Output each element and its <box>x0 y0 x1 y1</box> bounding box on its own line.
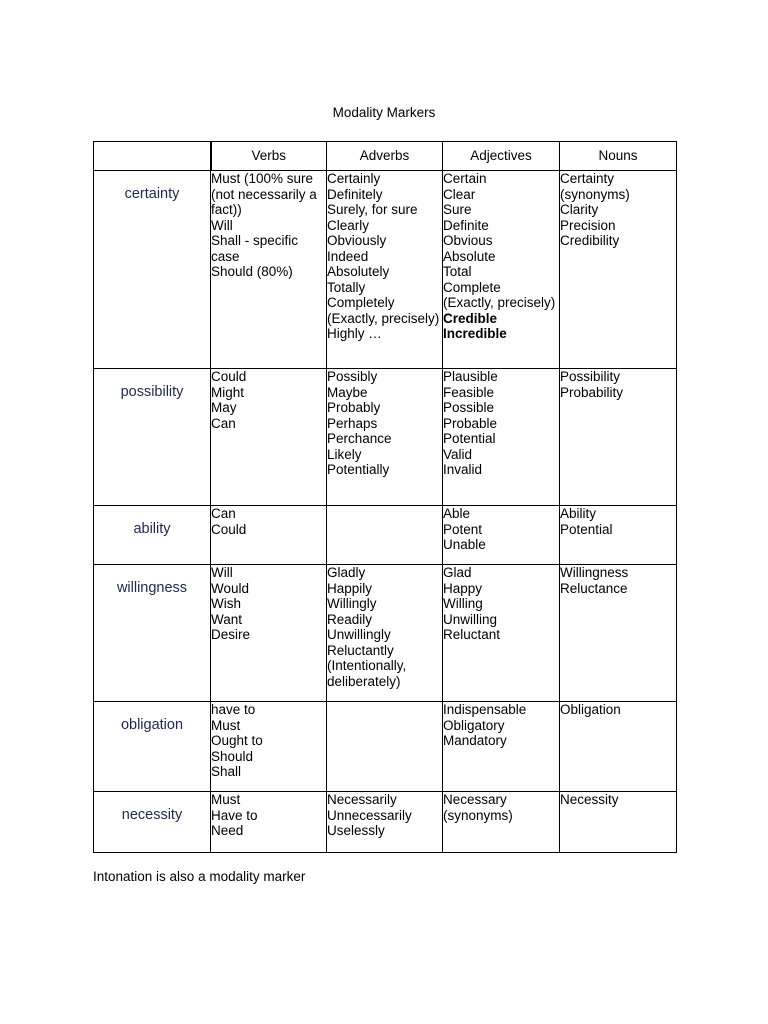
row-label-cell <box>94 792 211 853</box>
verb-entry: Will <box>211 217 233 233</box>
row-label-cell <box>94 506 211 565</box>
adjectives-cell <box>443 565 560 702</box>
adverb-entry: Perchance <box>327 431 392 446</box>
adverb-entry: Happily <box>327 580 373 596</box>
adverb-entry: Unwillingly <box>327 627 391 642</box>
row-label: possibility <box>120 384 184 400</box>
verb-entry: Can <box>211 506 236 521</box>
verb-entry: Ought to <box>211 733 263 748</box>
noun-entry: Ability <box>560 506 597 521</box>
table-row-ability <box>94 506 677 565</box>
adverbs-cell <box>327 565 443 702</box>
adjective-entry: Potent <box>443 521 483 537</box>
noun-entry: Obligation <box>560 702 621 717</box>
adverb-entry: (Exactly, precisely) <box>327 310 440 326</box>
adverb-entry: Clearly <box>327 217 370 233</box>
page-title: Modality Markers <box>332 105 436 120</box>
adverb-entry: Necessarily <box>327 792 397 807</box>
row-label-cell <box>94 369 211 506</box>
adjective-entry: Absolute <box>443 248 496 264</box>
adjective-entry: Obligatory <box>443 717 505 733</box>
adverb-entry: Willingly <box>327 596 377 611</box>
noun-entry: Probability <box>560 384 624 400</box>
adverb-entry: Readily <box>327 611 373 627</box>
adjective-entry: (Exactly, precisely) <box>443 295 556 310</box>
row-label: obligation <box>120 717 184 733</box>
verb-entry: Shall <box>211 764 242 779</box>
table-row-necessity <box>94 792 677 853</box>
adverb-entry: Indeed <box>327 248 369 264</box>
adverbs-cell <box>327 369 443 506</box>
adjective-entry: Unable <box>443 537 486 552</box>
adjective-entry: Sure <box>443 202 472 217</box>
adjective-entry: Plausible <box>443 369 498 384</box>
verb-entry: Will <box>211 565 233 580</box>
verb-entry: Wish <box>211 596 241 611</box>
adjective-entry: Total <box>443 264 472 279</box>
adjective-entry: Complete <box>443 279 501 295</box>
adjective-entry: Able <box>443 506 471 521</box>
adjectives-cell <box>443 702 560 792</box>
nouns-cell <box>560 171 677 369</box>
adjective-entry: Reluctant <box>443 627 501 642</box>
adverb-entry: (Intentionally, deliberately) <box>327 658 407 689</box>
table-body <box>94 171 677 853</box>
adjective-entry: Potential <box>443 431 496 446</box>
adverbs-cell <box>327 702 443 792</box>
adverb-entry: Uselessly <box>327 823 385 838</box>
modality-table <box>93 141 677 853</box>
verb-entry: Should (80%) <box>211 264 293 279</box>
adverb-entry: Perhaps <box>327 415 378 431</box>
row-label-cell <box>94 702 211 792</box>
adverb-entry: Obviously <box>327 233 387 248</box>
noun-entry: Willingness <box>560 565 629 580</box>
verb-entry: Want <box>211 611 243 627</box>
row-label: ability <box>133 521 171 537</box>
adjective-entry: Willing <box>443 596 483 611</box>
verb-entry: Have to <box>211 807 258 823</box>
adverb-entry: Totally <box>327 279 366 295</box>
adjective-entry: Indispensable <box>443 702 527 717</box>
verb-entry: have to <box>211 702 256 717</box>
verb-entry: Must <box>211 792 241 807</box>
adverb-entry: Unnecessarily <box>327 807 412 823</box>
verb-entry: Need <box>211 823 244 838</box>
adverbs-cell <box>327 506 443 565</box>
header-row <box>94 142 677 171</box>
adjectives-cell <box>443 369 560 506</box>
adverb-entry: Likely <box>327 446 362 462</box>
noun-entry: Necessity <box>560 792 619 807</box>
nouns-cell <box>560 702 677 792</box>
adjective-entry: Invalid <box>443 462 483 477</box>
verb-entry: Might <box>211 384 245 400</box>
nouns-cell <box>560 792 677 853</box>
nouns-cell <box>560 369 677 506</box>
noun-entry: Certainty (synonyms) <box>560 171 630 202</box>
adverbs-cell <box>327 792 443 853</box>
adjective-entry-bold: Incredible <box>443 326 507 341</box>
adjective-entry-bold: Credible <box>443 310 498 326</box>
adjective-entry: Obvious <box>443 233 493 248</box>
adjectives-cell <box>443 171 560 369</box>
adjective-entry: Feasible <box>443 384 495 400</box>
row-label-cell <box>94 171 211 369</box>
verbs-cell <box>211 369 327 506</box>
header-nouns: Nouns <box>560 142 677 171</box>
adverb-entry: Reluctantly <box>327 642 394 658</box>
verbs-cell <box>211 792 327 853</box>
footnote: Intonation is also a modality marker <box>93 869 306 884</box>
adverb-entry: Completely <box>327 295 395 310</box>
adverb-entry: Gladly <box>327 565 366 580</box>
header-verbs: Verbs <box>211 142 327 171</box>
adverb-entry: Definitely <box>327 186 383 202</box>
row-label: certainty <box>124 186 180 202</box>
table-row-possibility <box>94 369 677 506</box>
adverb-entry: Maybe <box>327 384 368 400</box>
verb-entry: Could <box>211 369 247 384</box>
adjective-entry: Glad <box>443 565 472 580</box>
verb-entry: Could <box>211 521 247 537</box>
adverb-entry: Potentially <box>327 462 390 477</box>
adjectives-cell <box>443 792 560 853</box>
adverb-entry: Surely, for sure <box>327 202 418 217</box>
verb-entry: Desire <box>211 627 251 642</box>
noun-entry: Credibility <box>560 233 620 248</box>
verbs-cell <box>211 702 327 792</box>
verb-entry: May <box>211 400 237 415</box>
adverb-entry: Absolutely <box>327 264 390 279</box>
adjective-entry: Certain <box>443 171 487 186</box>
noun-entry: Clarity <box>560 202 599 217</box>
noun-entry: Precision <box>560 217 616 233</box>
header-corner-cell <box>94 142 211 171</box>
verbs-cell <box>211 506 327 565</box>
adjective-entry: Happy <box>443 580 483 596</box>
verb-entry: Must <box>211 717 241 733</box>
adverb-entry: Highly … <box>327 326 382 341</box>
adjective-entry: Probable <box>443 415 498 431</box>
verb-entry: Would <box>211 580 250 596</box>
adjective-entry: Definite <box>443 217 489 233</box>
noun-entry: Possibility <box>560 369 621 384</box>
adjective-entry: Possible <box>443 400 495 415</box>
table-row-obligation <box>94 702 677 792</box>
noun-entry: Potential <box>560 521 613 537</box>
adjective-entry: Mandatory <box>443 733 507 748</box>
table-row-willingness <box>94 565 677 702</box>
nouns-cell <box>560 565 677 702</box>
adjective-entry: Clear <box>443 186 476 202</box>
verb-entry: Should <box>211 748 254 764</box>
adjective-entry: Valid <box>443 446 473 462</box>
row-label: necessity <box>121 807 183 823</box>
header-adverbs: Adverbs <box>327 142 443 171</box>
nouns-cell <box>560 506 677 565</box>
table-row-certainty <box>94 171 677 369</box>
adjectives-cell <box>443 506 560 565</box>
noun-entry: Reluctance <box>560 580 628 596</box>
verb-entry: Shall - specific case <box>211 233 299 264</box>
adverb-entry: Possibly <box>327 369 378 384</box>
header-adjectives: Adjectives <box>443 142 560 171</box>
row-label-cell <box>94 565 211 702</box>
adjective-entry: Necessary (synonyms) <box>443 792 513 823</box>
verbs-cell <box>211 171 327 369</box>
row-label: willingness <box>116 580 188 596</box>
adverb-entry: Probably <box>327 400 381 415</box>
adverb-entry: Certainly <box>327 171 381 186</box>
verbs-cell <box>211 565 327 702</box>
adverbs-cell <box>327 171 443 369</box>
verb-entry: Can <box>211 415 236 431</box>
verb-entry: Must (100% sure (not necessarily a fact)) <box>211 171 317 217</box>
adjective-entry: Unwilling <box>443 611 498 627</box>
